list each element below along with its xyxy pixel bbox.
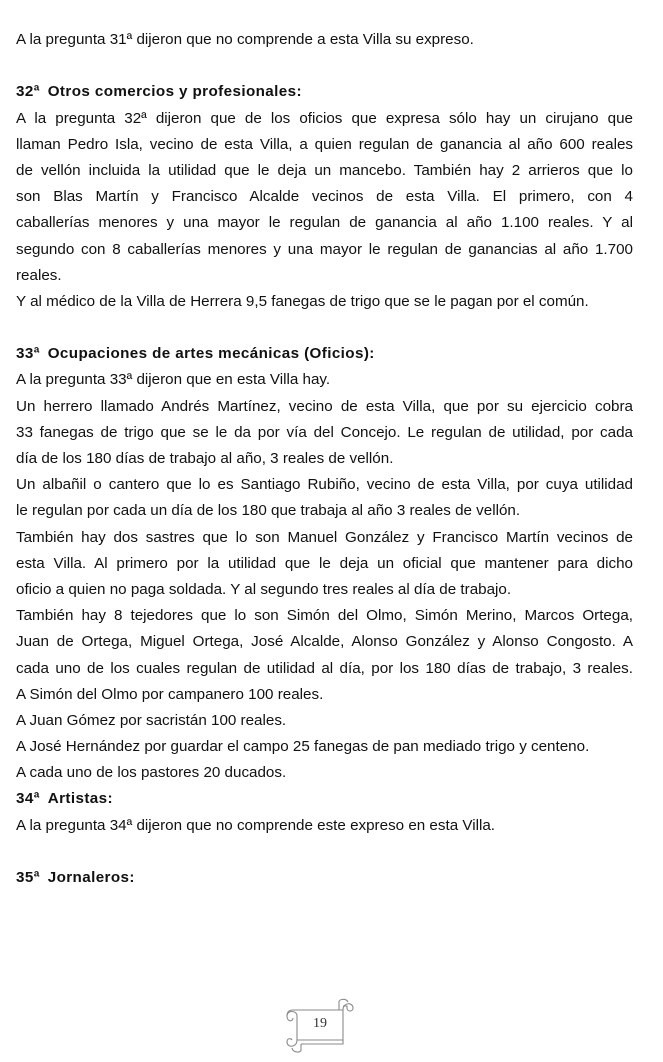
section-32-heading	[16, 79, 633, 105]
paragraph-line: A la pregunta 33ª dijeron que en esta Villa hay.	[16, 371, 331, 389]
paragraph-line: son Blas Martín y Francisco Alcalde vecinos de esta Villa. El primero, con 4	[16, 188, 633, 206]
paragraph-line: reales.	[16, 266, 62, 284]
document-page	[16, 27, 633, 891]
section-35-title: Jornaleros:	[47, 869, 135, 886]
paragraph-line: le regulan por cada un día de los 180 que trabaja al año 3 reales de vellón.	[16, 502, 521, 520]
paragraph-line: Y al médico de la Villa de Herrera 9,5 fanegas de trigo que se le pagan por el común.	[16, 292, 589, 310]
section-35-heading	[16, 865, 633, 891]
paragraph-line: A Juan Gómez por sacristán 100 reales.	[16, 711, 287, 729]
intro-line: A la pregunta 31ª dijeron que no comprende a esta Villa su expreso.	[16, 31, 474, 48]
paragraph-line: A cada uno de los pastores 20 ducados.	[16, 764, 287, 782]
page-number: 19	[313, 1016, 327, 1031]
paragraph-line: También hay dos sastres que lo son Manuel González y Francisco Martín vecinos de	[16, 528, 633, 546]
section-33-heading	[16, 341, 633, 367]
paragraph-line: Un albañil o cantero que lo es Santiago Rubiño, vecino de esta Villa, por cuya utilidad	[16, 476, 633, 494]
section-32-number: 32ª	[16, 83, 40, 101]
spacer	[16, 839, 633, 865]
paragraph-line: A José Hernández por guardar el campo 25 fanegas de pan mediado trigo y centeno.	[16, 738, 590, 756]
paragraph-line: 33 fanegas de trigo que se le da por vía del Concejo. Le regulan de utilidad, por cada	[16, 423, 633, 441]
section-35-number: 35ª	[16, 869, 40, 886]
paragraph-line: También hay 8 tejedores que lo son Simón del Olmo, Simón Merino, Marcos Ortega,	[16, 607, 633, 625]
section-33-title: Ocupaciones de artes mecánicas (Oficios):	[47, 345, 375, 363]
paragraph-line: esta Villa. Al primero por la utilidad que le deja un oficial que mantener para dicho	[16, 554, 633, 572]
spacer	[16, 53, 633, 79]
paragraph-line: oficio a quien no paga soldada. Y al segundo tres reales al día de trabajo.	[16, 580, 512, 598]
paragraph-line: A la pregunta 34ª dijeron que no comprende este expreso en esta Villa.	[16, 816, 496, 834]
paragraph-line: caballerías menores y una mayor le regulan de ganancia al año 1.100 reales. Y al	[16, 214, 633, 232]
page-footer	[283, 996, 357, 1054]
section-34-number: 34ª	[16, 790, 40, 808]
paragraph-line: de vellón incluida la utilidad que le deja un mancebo. También hay 2 arrieros que lo	[16, 161, 633, 179]
paragraph-line: día de los 180 días de trabajo al año, 3 reales de vellón.	[16, 450, 394, 467]
section-32-title: Otros comercios y profesionales:	[47, 83, 302, 101]
paragraph-line: A la pregunta 32ª dijeron que de los oficios que expresa sólo hay un cirujano que	[16, 109, 633, 127]
spacer	[16, 315, 633, 341]
section-33-number: 33ª	[16, 345, 40, 363]
paragraph-line: segundo con 8 caballerías menores y una mayor le regulan de ganancias al año 1.700	[16, 240, 633, 258]
paragraph-line: llaman Pedro Isla, vecino de esta Villa, a quien regulan de ganancia al año 600 reales	[16, 135, 633, 153]
section-34-title: Artistas:	[47, 790, 113, 808]
paragraph-line: A Simón del Olmo por campanero 100 reales.	[16, 685, 324, 703]
paragraph-line: cada uno de los cuales regulan de utilidad al día, por los 180 días de trabajo, 3 reales.	[16, 659, 633, 677]
section-34-heading	[16, 786, 633, 812]
paragraph-line: Juan de Ortega, Miguel Ortega, José Alcalde, Alonso González y Alonso Congosto. A	[16, 633, 633, 651]
paragraph-line: Un herrero llamado Andrés Martínez, vecino de esta Villa, que por su ejercicio cobra	[16, 397, 633, 415]
